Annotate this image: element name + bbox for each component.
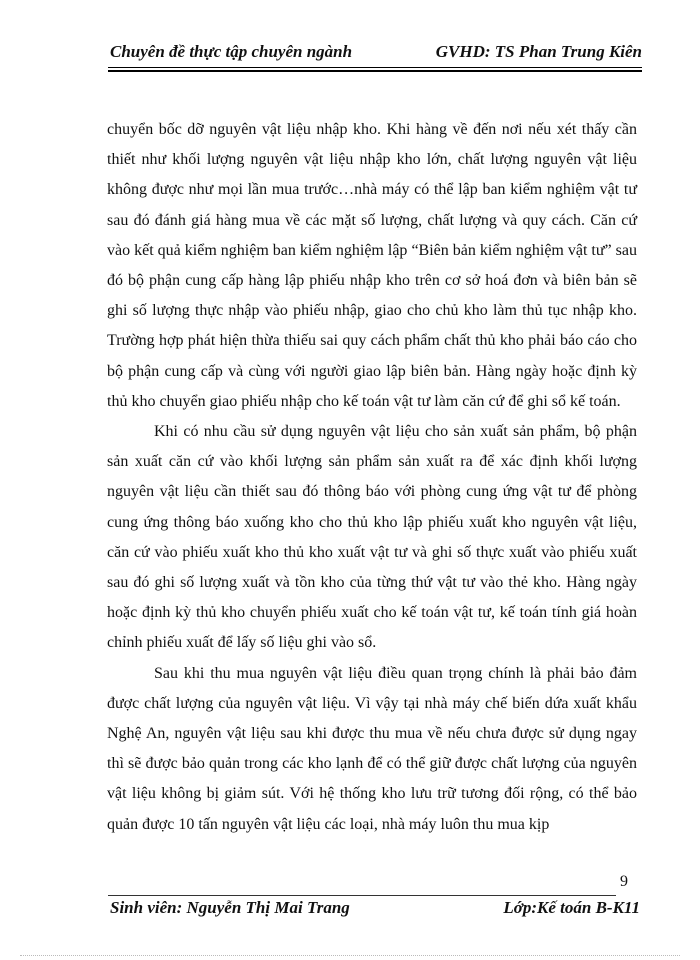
page-footer bbox=[108, 898, 640, 924]
footer-rule bbox=[108, 895, 616, 896]
page-break-dotted-line bbox=[20, 955, 680, 956]
footer-student: Sinh viên: Nguyễn Thị Mai Trang bbox=[110, 898, 350, 917]
page-number: 9 bbox=[620, 873, 628, 890]
paragraph-3: Sau khi thu mua nguyên vật liệu điều quan trọng chính là phải bảo đảm được chất lượng của nguyên vật liệu. Vì vậy tại nhà máy chế biến dứa xuất khẩu Nghệ An, nguyên vật liệu sau khi được thu mua về nếu chưa được sử dụng ngay thì sẽ được bảo quản trong các kho lạnh để có thể giữ được chất lượng của nguyên vật liệu không bị giảm sút. Với hệ thống kho lưu trữ tương đối rộng, có thể bảo quản được 10 tấn nguyên vật liệu các loại, nhà máy luôn thu mua kịp bbox=[107, 664, 637, 833]
header-supervisor: GVHD: TS Phan Trung Kiên bbox=[435, 42, 642, 61]
page-body bbox=[107, 115, 637, 840]
header-rule-thick bbox=[108, 70, 642, 72]
paragraph-2: Khi có nhu cầu sử dụng nguyên vật liệu cho sản xuất sản phẩm, bộ phận sản xuất căn cứ vào khối lượng sản phẩm sản xuất ra để xác định khối lượng nguyên vật liệu cần thiết sau đó thông báo với phòng cung ứng vật tư để phòng cung ứng thông báo xuống kho cho thủ kho lập phiếu xuất kho nguyên vật liệu, căn cứ vào phiếu xuất kho thủ kho xuất vật tư và ghi số thực xuất vào phiếu xuất sau đó ghi số lượng xuất và tồn kho của từng thứ vật tư vào thẻ kho. Hàng ngày hoặc định kỳ thủ kho chuyển phiếu xuất cho kế toán vật tư, kế toán tính giá hoàn chỉnh phiếu xuất để lấy số liệu ghi vào sổ. bbox=[107, 423, 637, 652]
header-title: Chuyên đề thực tập chuyên ngành bbox=[110, 42, 353, 61]
page-header bbox=[108, 42, 642, 68]
paragraph-1: chuyển bốc dỡ nguyên vật liệu nhập kho. Khi hàng về đến nơi nếu xét thấy cần thiết như khối lượng nguyên vật liệu nhập kho lớn, chất lượng nguyên vật liệu không được như mọi lần mua trước…nhà máy có thể lập ban kiểm nghiệm vật tư sau đó đánh giá hàng mua về các mặt số lượng, chất lượng và quy cách. Căn cứ vào kết quả kiểm nghiệm ban kiểm nghiệm lập “Biên bản kiểm nghiệm vật tư” sau đó bộ phận cung cấp hàng lập phiếu nhập kho trên cơ sở hoá đơn và biên bản sẽ ghi số lượng thực nhập vào phiếu nhập, giao cho chủ kho làm thủ tục nhập kho. Trường hợp phát hiện thừa thiếu sai quy cách phẩm chất thủ kho phải báo cáo cho bộ phận cung cấp và cùng với người giao lập biên bản. Hàng ngày hoặc định kỳ thủ kho chuyển giao phiếu nhập cho kế toán vật tư làm căn cứ để ghi sổ kế toán. bbox=[107, 121, 637, 410]
footer-class: Lớp:Kế toán B-K11 bbox=[503, 898, 640, 917]
header-rule-thin bbox=[108, 67, 642, 68]
